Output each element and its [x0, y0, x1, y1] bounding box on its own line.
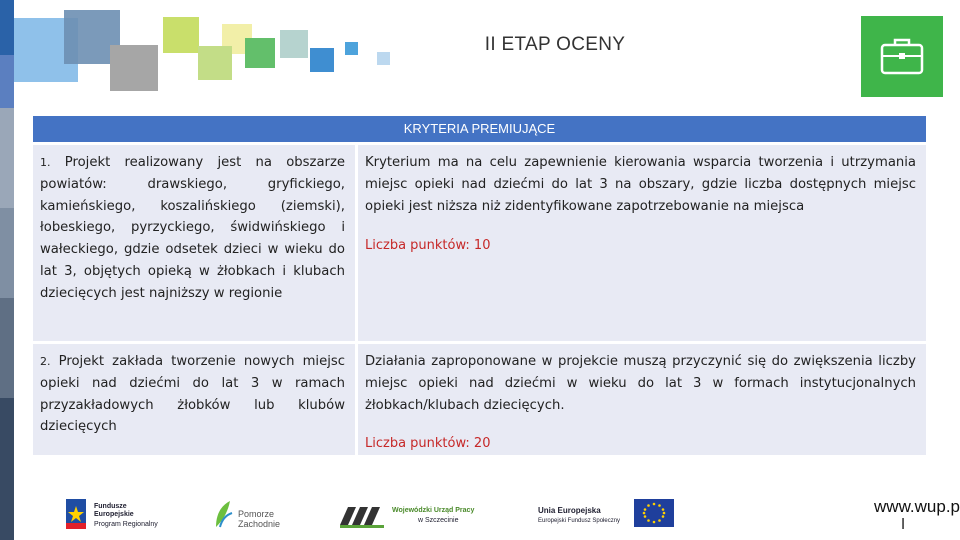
decor-square — [280, 30, 308, 58]
decor-square — [110, 45, 158, 91]
description-cell — [358, 145, 926, 341]
decor-bar-low3 — [0, 298, 14, 398]
logo-line: Program Regionalny — [94, 521, 158, 528]
logo-line: Unia Europejska — [538, 506, 601, 515]
decor-square — [245, 38, 275, 68]
wup-szczecin-logo — [338, 499, 488, 531]
description-text: Działania zaproponowane w projekcie muszą przyczynić się do zwiększenia liczby miejsc opieki nad dziećmi w wieku do lat 3 w formach instytucjonalnych żłobkach/klubach dziecięcych. — [365, 354, 916, 413]
leaf-icon — [212, 499, 234, 529]
eu-flag-icon — [634, 499, 674, 527]
decor-square — [377, 52, 390, 65]
wup-blocks-icon — [338, 499, 386, 529]
decor-square — [310, 48, 334, 72]
website-link[interactable] — [846, 496, 960, 540]
decor-bar-bottom — [0, 398, 14, 540]
criterion-text: Projekt zakłada tworzenie nowych miejsc opieki nad dziećmi do lat 3 w ramach przyzakładowych żłobków lub klubów dziecięcych — [40, 354, 345, 435]
logo-line: Zachodnie — [238, 519, 281, 529]
points-label: Liczba punktów: 20 — [365, 436, 491, 452]
decor-bar-top — [0, 0, 14, 55]
logo-line: Wojewódzki Urząd Pracy — [392, 507, 475, 514]
logo-line: w Szczecinie — [418, 517, 459, 524]
row-number: 1. — [40, 156, 51, 169]
logo-line: Europejski Fundusz Społeczny — [538, 518, 621, 524]
website-line: l — [901, 516, 905, 533]
row-number: 2. — [40, 355, 51, 368]
fundusze-europejskie-logo — [64, 497, 174, 533]
footer-logos — [60, 495, 700, 535]
criterion-text: Projekt realizowany jest na obszarze powiatów: drawskiego, gryfickiego, kamieńskiego, koszalińskiego (ziemski), łobeskiego, pyrzyckiego, świdwińskiego i wałeckiego, gdzie odsetek dzieci w wieku do lat 3, objętych opieką w żłobkach i klubach dziecięcych jest najniższy w regionie — [40, 155, 345, 301]
logo-line: Europejskie — [94, 511, 134, 518]
criterion-cell — [33, 344, 355, 455]
pomorze-zachodnie-logo — [212, 499, 292, 533]
decor-square — [163, 17, 199, 53]
description-text: Kryterium ma na celu zapewnienie kierowania wsparcia tworzenia i utrzymania miejsc opieki nad dziećmi do lat 3 na obszary, gdzie liczba dostępnych miejsc opieki jest niższa niż zidentyfikowane zapotrzebowanie na miejsca — [365, 155, 916, 214]
logo-line: Pomorze — [238, 509, 275, 519]
points-label: Liczba punktów: 10 — [365, 238, 491, 254]
unia-europejska-logo — [538, 499, 678, 531]
decor-bar-low2 — [0, 208, 14, 298]
briefcase-icon — [879, 36, 925, 76]
table-header: KRYTERIA PREMIUJĄCE — [33, 116, 926, 142]
criterion-cell — [33, 145, 355, 341]
decor-bar-mid — [0, 55, 14, 110]
page-title: II ETAP OCENY — [484, 34, 626, 55]
website-line: www.wup.p — [874, 497, 960, 516]
description-cell — [358, 344, 926, 455]
decor-square — [198, 46, 232, 80]
decor-square — [345, 42, 358, 55]
briefcase-tile — [861, 16, 943, 97]
logo-line: Fundusze — [94, 503, 127, 510]
decor-bar-low — [0, 108, 14, 208]
eu-funds-star-icon — [64, 497, 88, 531]
